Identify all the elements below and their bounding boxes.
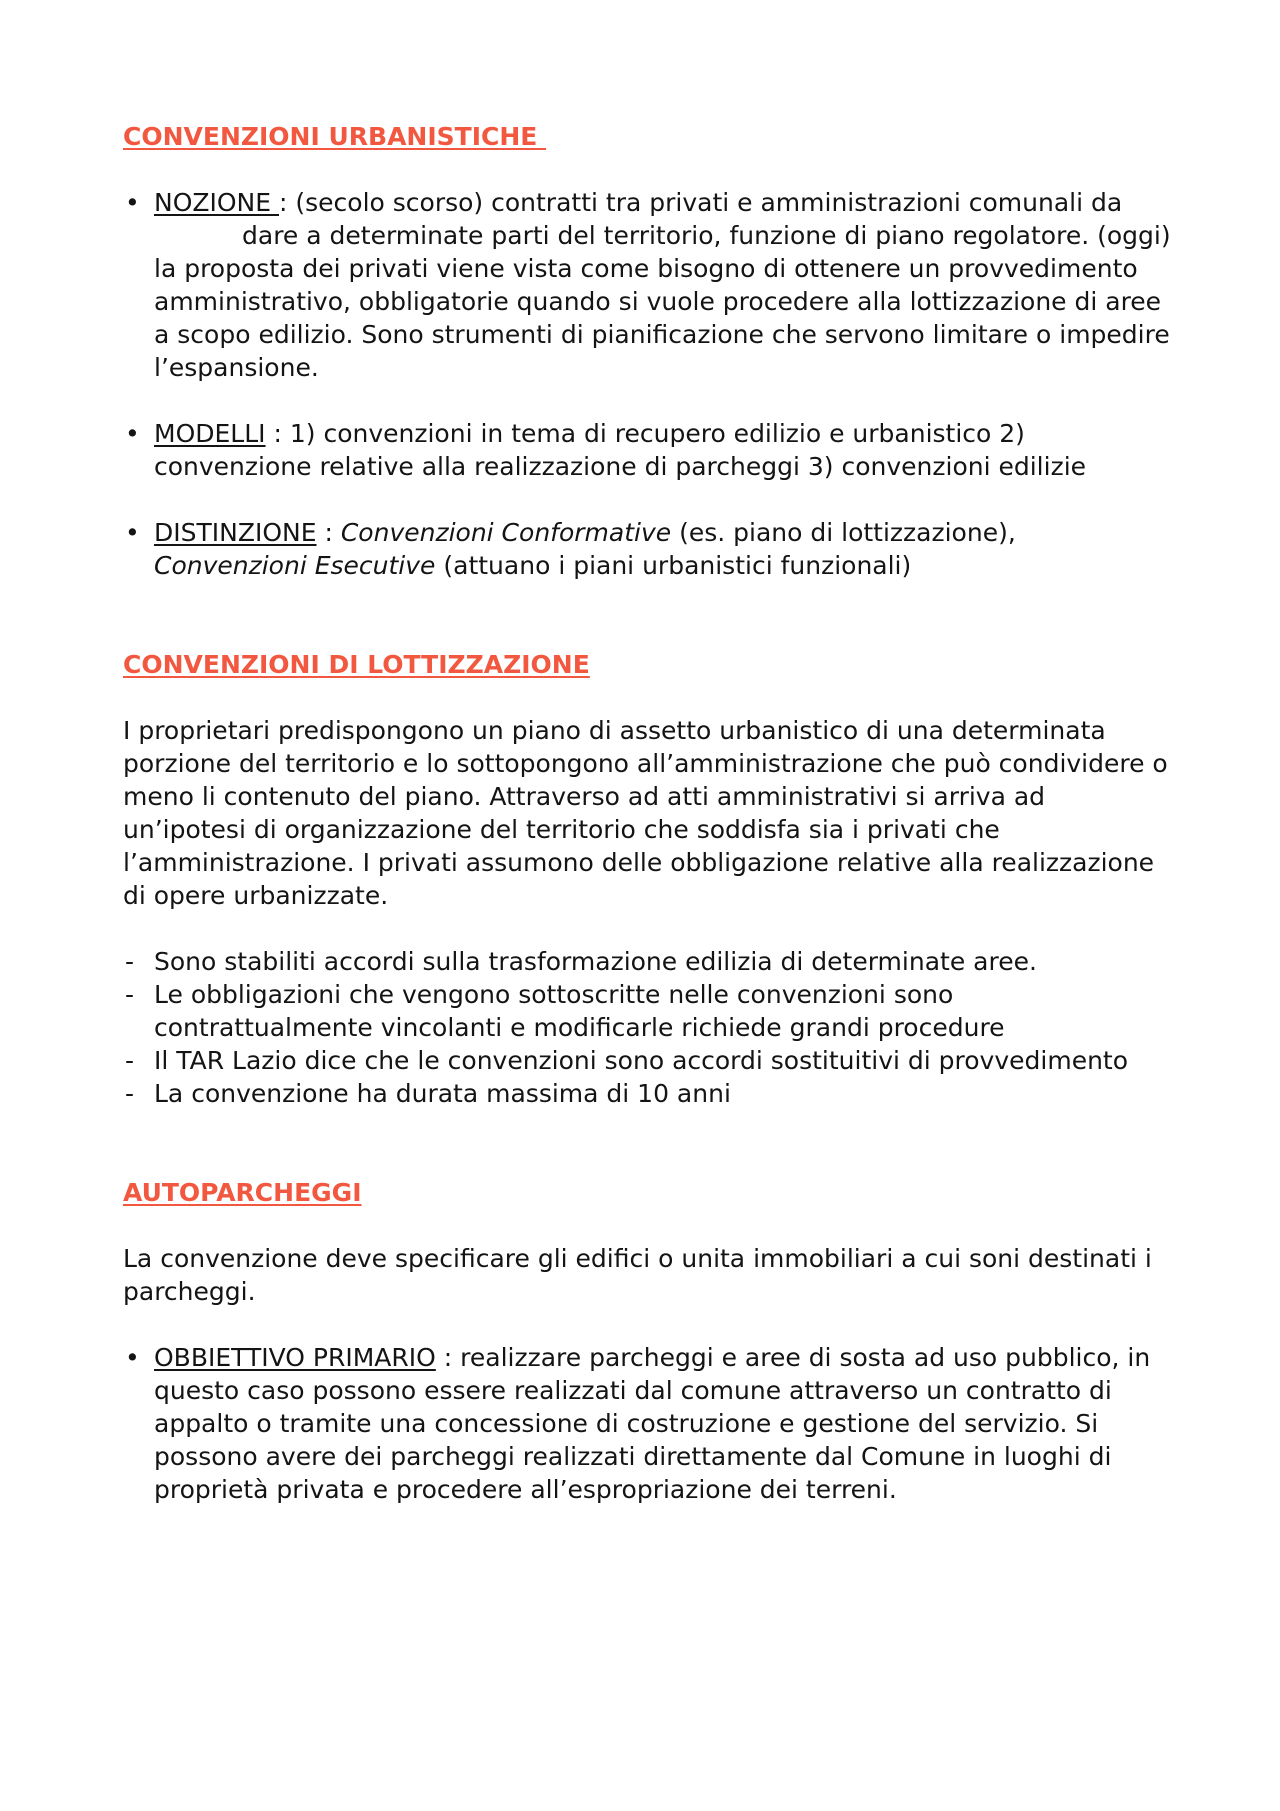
label-obbiettivo-primario: OBBIETTIVO PRIMARIO [154, 1343, 436, 1372]
list-item-nozione [123, 186, 1173, 384]
list-item: - Il TAR Lazio dice che le convenzioni sono accordi sostituitivi di provvedimento [123, 1044, 1173, 1077]
paragraph-lottizzazione: I proprietari predispongono un piano di assetto urbanistico di una determinata porzione del territorio e lo sottopongono all’amministrazione che può condividere o meno li contenuto del piano. Attraverso ad atti amministrativi si arriva ad un’ipotesi di organizzazione del territorio che soddisfa sia i privati che l’amministrazione. I privati assumono delle obbligazione relative alla realizzazione di opere urbanizzate. [123, 716, 1168, 910]
list-item: - Le obbligazioni che vengono sottoscritte nelle convenzioni sono contrattualmente vincolanti e modificarle richiede grandi procedure [123, 978, 1173, 1044]
term-convenzioni-esecutive: Convenzioni Esecutive [154, 551, 436, 580]
text-distinzione-1: (es. piano di lottizzazione), [671, 518, 1016, 547]
paragraph-autoparcheggi: La convenzione deve specificare gli edifici o unita immobiliari a cui soni destinati i parcheggi. [123, 1244, 1152, 1306]
label-distinzione: DISTINZIONE [154, 518, 317, 547]
label-nozione: NOZIONE [154, 188, 279, 217]
text-nozione-a: : (secolo scorso) contratti tra privati e amministrazioni comunali da [279, 188, 1123, 217]
bullet-list-urbanistiche [123, 186, 1173, 582]
spacer [123, 384, 1173, 417]
heading-convenzioni-urbanistiche: CONVENZIONI URBANISTICHE [123, 122, 547, 151]
term-convenzioni-conformative: Convenzioni Conformative [340, 518, 672, 547]
text-modelli: : 1) convenzioni in tema di recupero edilizio e urbanistico 2) convenzione relative alla realizzazione di parcheggi 3) convenzioni edilizie [154, 419, 1087, 481]
heading-convenzioni-lottizzazione: CONVENZIONI DI LOTTIZZAZIONE [123, 650, 590, 679]
dash-list-lottizzazione [123, 945, 1173, 1110]
text-distinzione-sep: : [316, 518, 341, 547]
list-item-modelli [123, 417, 1173, 483]
label-modelli: MODELLI [154, 419, 266, 448]
spacer [123, 483, 1173, 516]
text-distinzione-2: (attuano i piani urbanistici funzionali) [435, 551, 912, 580]
text-obbiettivo-primario: : realizzare parcheggi e aree di sosta ad uso pubblico, in questo caso possono essere realizzati dal comune attraverso un contratto di appalto o tramite una concessione di costruzione e gestione del servizio. Si possono avere dei parcheggi realizzati direttamente dal Comune in luoghi di proprietà privata e procedere all’espropriazione dei terreni. [154, 1343, 1151, 1504]
list-item: - Sono stabiliti accordi sulla trasformazione edilizia di determinate aree. [123, 945, 1173, 978]
list-item-obbiettivo-primario [123, 1341, 1173, 1506]
bullet-list-autoparcheggi [123, 1341, 1173, 1506]
document-page [123, 120, 1173, 1506]
text-nozione-b: dare a determinate parti del territorio, funzione di piano regolatore. (oggi) la proposta dei privati viene vista come bisogno di ottenere un provvedimento amministrativo, obbligatorie quando si vuole procedere alla lottizzazione di aree a scopo edilizio. Sono strumenti di pianificazione che servono limitare o impedire l’espansione. [154, 221, 1171, 382]
heading-autoparcheggi: AUTOPARCHEGGI [123, 1178, 362, 1207]
list-item-distinzione [123, 516, 1173, 582]
list-item: - La convenzione ha durata massima di 10 anni [123, 1077, 1173, 1110]
